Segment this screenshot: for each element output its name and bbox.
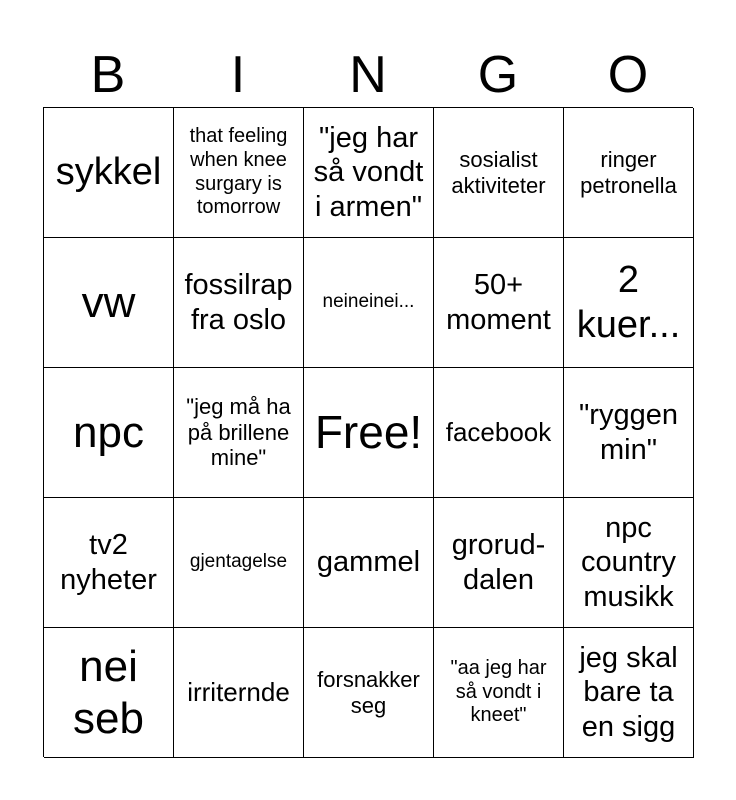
bingo-cell-r4c1[interactable]: tv2 nyheter (44, 498, 174, 628)
bingo-cell-r1c4[interactable]: sosialist aktiviteter (434, 108, 564, 238)
bingo-cell-r4c4[interactable]: grorud-dalen (434, 498, 564, 628)
header-letter-n: N (349, 46, 387, 104)
bingo-cell-r2c5[interactable]: 2 kuer... (564, 238, 694, 368)
bingo-cell-r1c1[interactable]: sykkel (44, 108, 174, 238)
bingo-cell-r5c5[interactable]: jeg skal bare ta en sigg (564, 628, 694, 758)
bingo-cell-free[interactable]: Free! (304, 368, 434, 498)
bingo-cell-r5c3[interactable]: forsnakker seg (304, 628, 434, 758)
bingo-cell-r3c5[interactable]: "ryggen min" (564, 368, 694, 498)
bingo-cell-r4c2[interactable]: gjentagelse (174, 498, 304, 628)
bingo-cell-r5c4[interactable]: "aa jeg har så vondt i kneet" (434, 628, 564, 758)
bingo-cell-r2c3[interactable]: neineinei... (304, 238, 434, 368)
bingo-board (43, 107, 693, 757)
bingo-cell-r3c1[interactable]: npc (44, 368, 174, 498)
header-letter-i: I (230, 46, 246, 104)
header-letter-o: O (607, 46, 649, 104)
bingo-cell-r1c2[interactable]: that feeling when knee surgary is tomorrow (174, 108, 304, 238)
bingo-cell-r4c3[interactable]: gammel (304, 498, 434, 628)
bingo-cell-r3c4[interactable]: facebook (434, 368, 564, 498)
bingo-cell-r3c2[interactable]: "jeg må ha på brillene mine" (174, 368, 304, 498)
bingo-cell-r5c2[interactable]: irriternde (174, 628, 304, 758)
bingo-header (43, 44, 693, 106)
bingo-cell-r2c1[interactable]: vw (44, 238, 174, 368)
header-letter-g: G (477, 46, 519, 104)
bingo-cell-r4c5[interactable]: npc country musikk (564, 498, 694, 628)
bingo-cell-r5c1[interactable]: nei seb (44, 628, 174, 758)
header-letter-b: B (90, 46, 126, 104)
bingo-cell-r1c3[interactable]: "jeg har så vondt i armen" (304, 108, 434, 238)
bingo-cell-r2c2[interactable]: fossilrap fra oslo (174, 238, 304, 368)
bingo-cell-r2c4[interactable]: 50+ moment (434, 238, 564, 368)
bingo-cell-r1c5[interactable]: ringer petronella (564, 108, 694, 238)
